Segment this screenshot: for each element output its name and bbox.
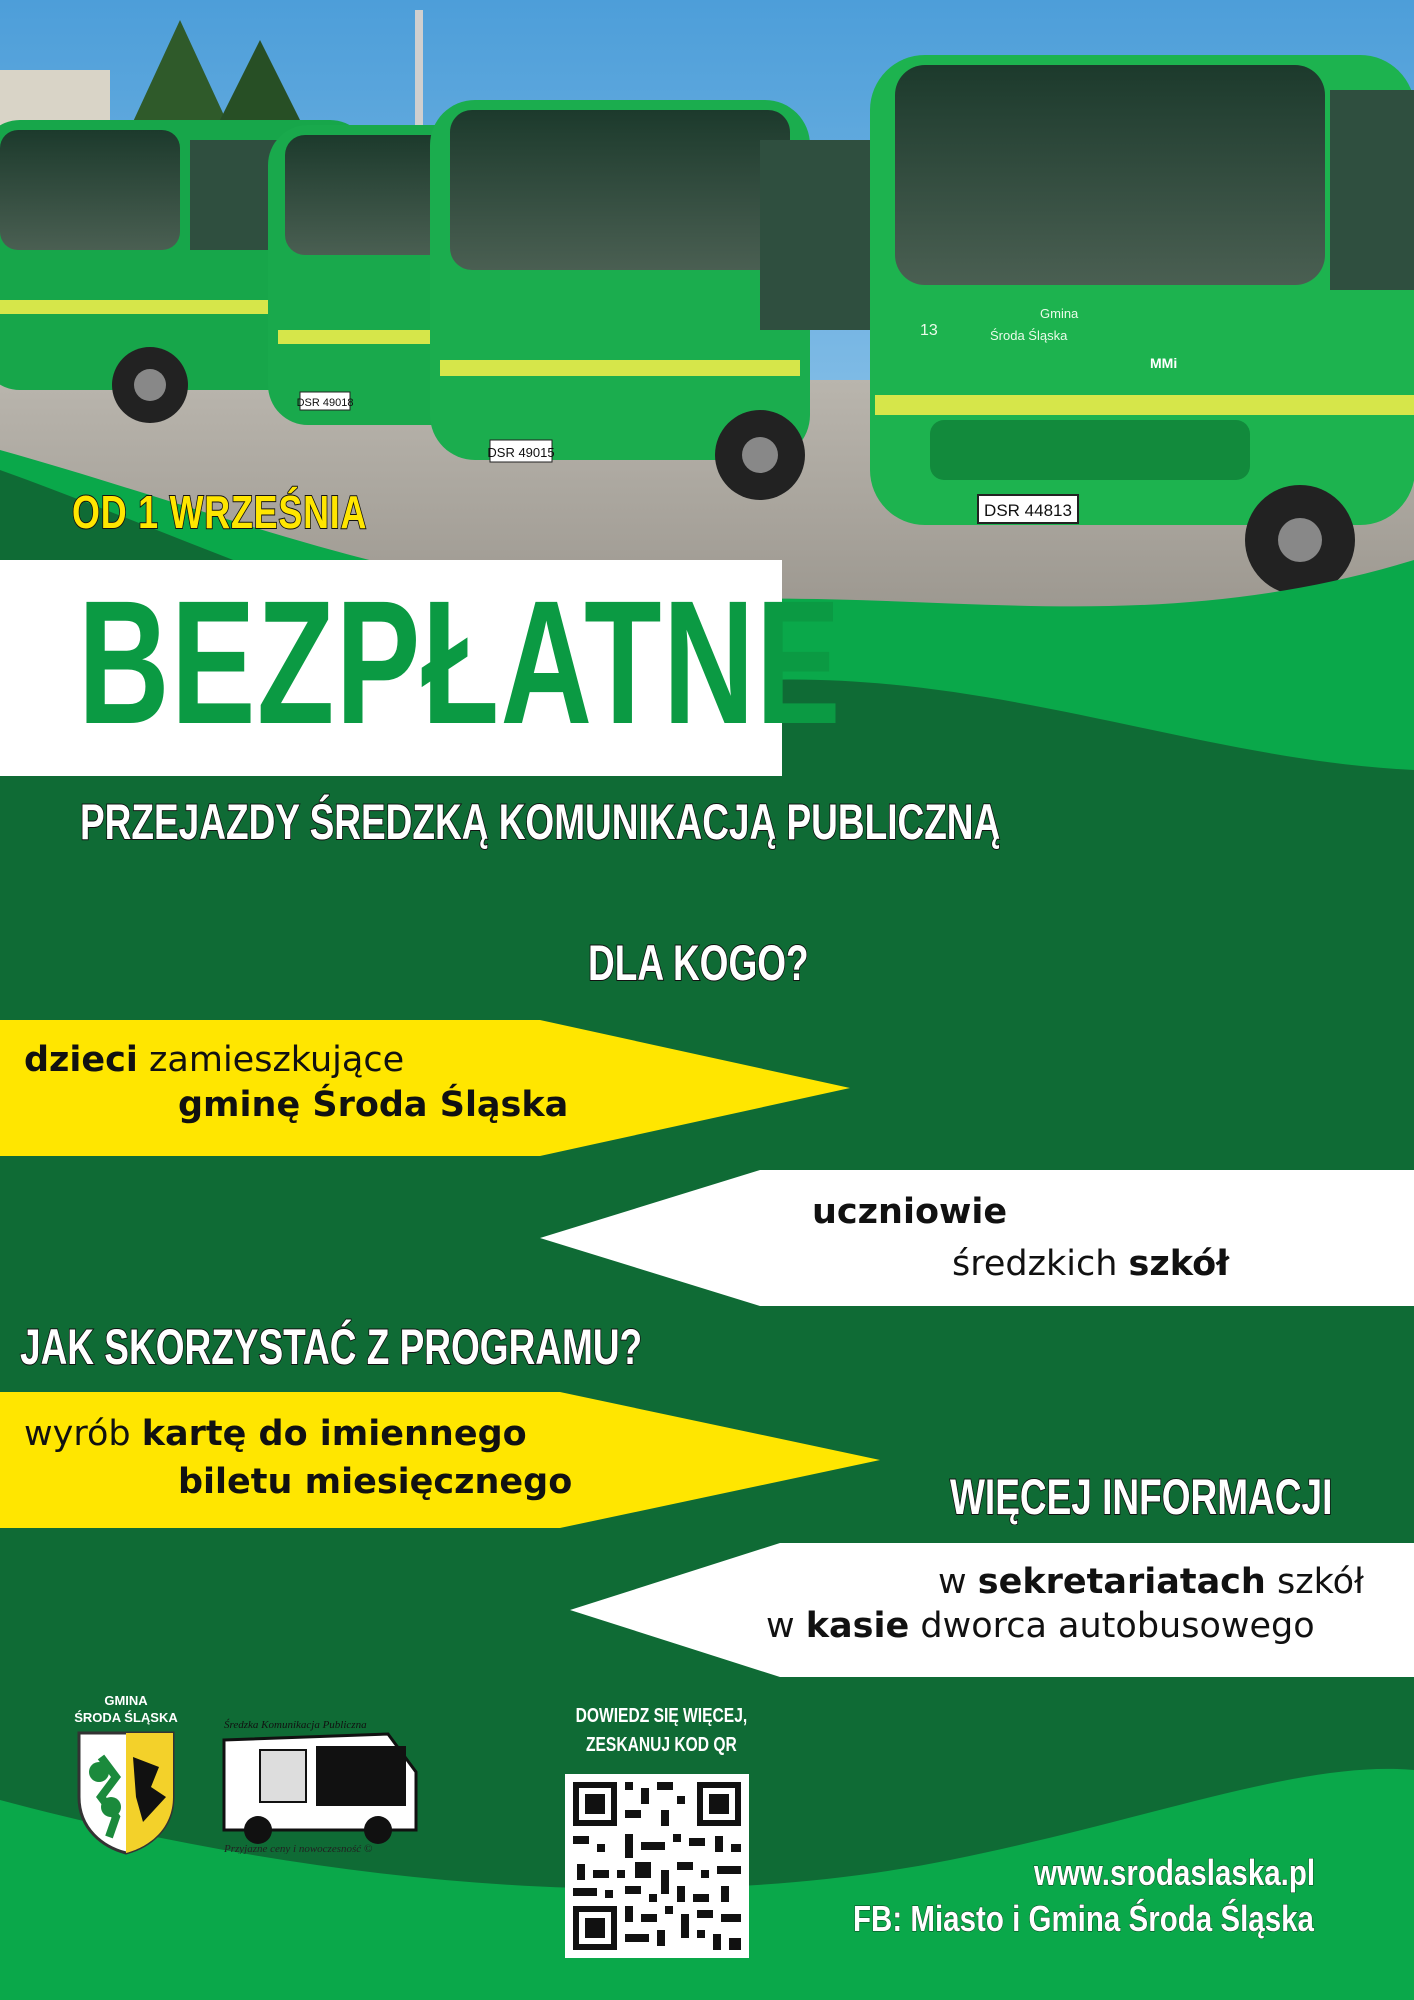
start-date: OD 1 WRZEŚNIA	[72, 486, 368, 538]
bus-gmina-label: Gmina	[1040, 306, 1079, 321]
students-line-1-text: uczniowie	[812, 1192, 1008, 1232]
info-line-2	[766, 1606, 1315, 1646]
children-bold: dzieci	[24, 1040, 138, 1080]
who-heading: DLA KOGO?	[588, 935, 809, 991]
coat-of-arms-icon	[71, 1727, 181, 1855]
children-line-2	[178, 1085, 568, 1125]
more-heading: WIĘCEJ INFORMACJI	[950, 1469, 1333, 1525]
card-bold-2: biletu miesięcznego	[178, 1462, 573, 1502]
info-l1-post: szkół	[1265, 1562, 1364, 1602]
qr-caption-line-2: ZESKANUJ KOD QR	[585, 1734, 737, 1756]
how-heading: JAK SKORZYSTAĆ Z PROGRAMU?	[20, 1319, 643, 1375]
gmina-logo	[66, 1693, 186, 1860]
gmina-logo-line-2: ŚRODA ŚLĄSKA	[74, 1709, 178, 1725]
children-rest: zamieszkujące	[137, 1040, 405, 1080]
bus-city-label: Środa Śląska	[990, 328, 1068, 343]
facebook-link[interactable]: FB: Miasto i Gmina Środa Śląska	[853, 1898, 1314, 1939]
students-line-2	[952, 1244, 1229, 1284]
card-line-2	[178, 1462, 572, 1502]
skp-logo-text: Średzka Komunikacja Publiczna	[224, 1719, 367, 1731]
bus-brand: MMi	[1150, 355, 1178, 371]
students-rest: średzkich	[952, 1244, 1129, 1284]
skp-tagline: Przyjazne ceny i nowoczesność ©	[224, 1843, 373, 1854]
students-bold: szkół	[1128, 1244, 1230, 1284]
card-line-1	[24, 1414, 527, 1454]
skp-logo	[218, 1712, 424, 1854]
info-l2-bold: kasie	[805, 1606, 910, 1646]
info-line-1	[938, 1562, 1364, 1602]
children-line-2-text: gminę Środa Śląska	[178, 1085, 569, 1125]
info-l1-bold: sekretariatach	[977, 1562, 1266, 1602]
card-pre: wyrób	[24, 1414, 142, 1454]
card-bold-1: kartę do imiennego	[141, 1414, 527, 1454]
bus-number: 13	[920, 322, 938, 339]
info-l1-pre: w	[938, 1562, 978, 1602]
qr-caption-line-1: DOWIEDZ SIĘ WIĘCEJ,	[575, 1705, 748, 1727]
children-line-1	[24, 1040, 404, 1080]
plate-2: DSR 49015	[487, 445, 555, 460]
subtitle: PRZEJAZDY ŚREDZKĄ KOMUNIKACJĄ PUBLICZNĄ	[80, 794, 1001, 850]
qr-caption	[560, 1702, 763, 1760]
plate-1: DSR 49018	[296, 397, 354, 409]
website-link[interactable]: www.srodaslaska.pl	[1034, 1852, 1316, 1893]
plate-3: DSR 44813	[984, 501, 1072, 520]
qr-code-icon[interactable]	[565, 1774, 749, 1958]
info-l2-post: dworca autobusowego	[909, 1606, 1315, 1646]
students-line-1	[812, 1192, 1007, 1232]
info-l2-pre: w	[766, 1606, 806, 1646]
gmina-logo-line-1: GMINA	[104, 1693, 148, 1708]
free-title: BEZPŁATNE	[78, 565, 842, 761]
